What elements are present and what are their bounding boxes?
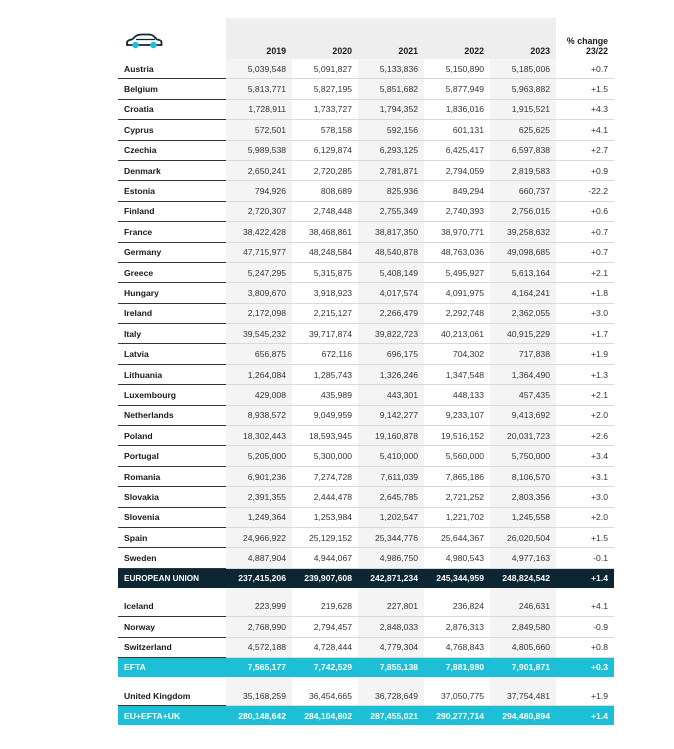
- value-cell: 25,644,367: [424, 527, 490, 547]
- value-cell: 5,560,000: [424, 446, 490, 466]
- car-registration-table: [118, 18, 614, 725]
- value-cell: 2,748,448: [292, 201, 358, 221]
- value-cell: 26,020,504: [490, 527, 556, 547]
- value-cell: 1,347,548: [424, 364, 490, 384]
- change-cell: +1.7: [556, 324, 614, 344]
- value-cell: 2,781,871: [358, 160, 424, 180]
- table-header: [118, 18, 614, 59]
- table-row: [118, 446, 614, 466]
- value-cell: 4,986,750: [358, 548, 424, 568]
- table-row: [118, 201, 614, 221]
- table-row: [118, 181, 614, 201]
- value-cell: 18,593,945: [292, 426, 358, 446]
- value-cell: 38,422,428: [226, 222, 292, 242]
- change-cell: +0.7: [556, 222, 614, 242]
- value-cell: 39,545,232: [226, 324, 292, 344]
- value-cell: 1,728,911: [226, 99, 292, 119]
- table-row: [118, 597, 614, 617]
- table-row: [118, 405, 614, 425]
- value-cell: 704,302: [424, 344, 490, 364]
- row-label: Slovakia: [118, 487, 226, 507]
- value-cell: 39,258,632: [490, 222, 556, 242]
- value-cell: 1,264,084: [226, 364, 292, 384]
- change-cell: +0.7: [556, 59, 614, 79]
- value-cell: 37,050,775: [424, 686, 490, 706]
- row-label: Latvia: [118, 344, 226, 364]
- value-cell: 3,809,670: [226, 283, 292, 303]
- value-cell: 47,715,977: [226, 242, 292, 262]
- value-cell: 825,936: [358, 181, 424, 201]
- value-cell: 9,413,692: [490, 405, 556, 425]
- table-row: [118, 426, 614, 446]
- value-cell: 40,915,229: [490, 324, 556, 344]
- value-cell: 2,720,307: [226, 201, 292, 221]
- row-label: Slovenia: [118, 507, 226, 527]
- value-cell: 2,849,580: [490, 617, 556, 637]
- value-cell: 5,039,548: [226, 59, 292, 79]
- value-cell: 2,848,033: [358, 617, 424, 637]
- value-cell: 794,926: [226, 181, 292, 201]
- value-cell: 294,480,894: [490, 706, 556, 726]
- row-label: Italy: [118, 324, 226, 344]
- change-cell: +1.9: [556, 686, 614, 706]
- value-cell: 38,468,861: [292, 222, 358, 242]
- value-cell: 1,245,558: [490, 507, 556, 527]
- value-cell: 20,031,723: [490, 426, 556, 446]
- value-cell: 7,865,186: [424, 466, 490, 486]
- value-cell: 4,017,574: [358, 283, 424, 303]
- table-row: [118, 385, 614, 405]
- value-cell: 48,540,878: [358, 242, 424, 262]
- value-cell: 35,168,259: [226, 686, 292, 706]
- value-cell: 246,631: [490, 597, 556, 617]
- year-header: 2022: [424, 18, 490, 59]
- value-cell: 4,944,067: [292, 548, 358, 568]
- row-label: United Kingdom: [118, 686, 226, 706]
- row-label: Greece: [118, 262, 226, 282]
- value-cell: 2,215,127: [292, 303, 358, 323]
- value-cell: 2,876,313: [424, 617, 490, 637]
- value-cell: 5,827,195: [292, 79, 358, 99]
- change-header: [556, 18, 614, 59]
- value-cell: 7,881,980: [424, 657, 490, 677]
- change-cell: -22.2: [556, 181, 614, 201]
- spacer-cell: [292, 677, 358, 686]
- value-cell: 5,315,875: [292, 262, 358, 282]
- value-cell: 5,247,295: [226, 262, 292, 282]
- value-cell: 5,989,538: [226, 140, 292, 160]
- value-cell: 672,116: [292, 344, 358, 364]
- value-cell: 5,133,836: [358, 59, 424, 79]
- value-cell: 5,851,682: [358, 79, 424, 99]
- value-cell: 435,989: [292, 385, 358, 405]
- table-row: [118, 548, 614, 568]
- table-row: [118, 466, 614, 486]
- value-cell: 4,728,444: [292, 637, 358, 657]
- value-cell: 290,277,714: [424, 706, 490, 726]
- row-label: Croatia: [118, 99, 226, 119]
- value-cell: 2,391,355: [226, 487, 292, 507]
- value-cell: 717,838: [490, 344, 556, 364]
- table-row: [118, 262, 614, 282]
- value-cell: 19,516,152: [424, 426, 490, 446]
- value-cell: 6,597,838: [490, 140, 556, 160]
- value-cell: 2,444,478: [292, 487, 358, 507]
- table-row: [118, 283, 614, 303]
- row-label: Sweden: [118, 548, 226, 568]
- table-row: [118, 686, 614, 706]
- value-cell: 4,805,660: [490, 637, 556, 657]
- value-cell: 48,763,036: [424, 242, 490, 262]
- value-cell: 284,104,802: [292, 706, 358, 726]
- value-cell: 1,285,743: [292, 364, 358, 384]
- table-row: [118, 59, 614, 79]
- change-cell: +2.0: [556, 507, 614, 527]
- row-label: Portugal: [118, 446, 226, 466]
- change-cell: +0.9: [556, 160, 614, 180]
- value-cell: 2,794,457: [292, 617, 358, 637]
- value-cell: 9,142,277: [358, 405, 424, 425]
- value-cell: 443,301: [358, 385, 424, 405]
- row-label: Lithuania: [118, 364, 226, 384]
- change-cell: +3.0: [556, 303, 614, 323]
- value-cell: 5,813,771: [226, 79, 292, 99]
- value-cell: 5,613,164: [490, 262, 556, 282]
- table-row: [118, 527, 614, 547]
- value-cell: 5,300,000: [292, 446, 358, 466]
- table-row: [118, 99, 614, 119]
- value-cell: 39,822,723: [358, 324, 424, 344]
- change-cell: +1.5: [556, 79, 614, 99]
- table-row: [118, 140, 614, 160]
- change-cell: -0.9: [556, 617, 614, 637]
- value-cell: 1,202,547: [358, 507, 424, 527]
- value-cell: 38,970,771: [424, 222, 490, 242]
- value-cell: 5,495,927: [424, 262, 490, 282]
- value-cell: 39,717,874: [292, 324, 358, 344]
- registration-table-container: [118, 18, 616, 725]
- table-row: [118, 120, 614, 140]
- change-cell: +2.1: [556, 262, 614, 282]
- value-cell: 18,302,443: [226, 426, 292, 446]
- value-cell: 5,410,000: [358, 446, 424, 466]
- table-row: [118, 160, 614, 180]
- spacer-cell: [226, 677, 292, 686]
- change-cell: +2.7: [556, 140, 614, 160]
- section-spacer: [118, 677, 614, 686]
- eu-total-row: [118, 568, 614, 588]
- value-cell: 625,625: [490, 120, 556, 140]
- value-cell: 8,938,572: [226, 405, 292, 425]
- value-cell: 592,156: [358, 120, 424, 140]
- row-label: Norway: [118, 617, 226, 637]
- table-row: [118, 344, 614, 364]
- row-label: France: [118, 222, 226, 242]
- value-cell: 5,185,006: [490, 59, 556, 79]
- value-cell: 38,817,350: [358, 222, 424, 242]
- change-header-line1: % change: [566, 36, 608, 46]
- value-cell: 2,721,252: [424, 487, 490, 507]
- value-cell: 808,689: [292, 181, 358, 201]
- value-cell: 660,737: [490, 181, 556, 201]
- spacer-cell: [424, 677, 490, 686]
- change-cell: +1.3: [556, 364, 614, 384]
- spacer-cell: [490, 588, 556, 597]
- value-cell: 2,362,055: [490, 303, 556, 323]
- row-label: Netherlands: [118, 405, 226, 425]
- change-cell: +4.1: [556, 120, 614, 140]
- value-cell: 236,824: [424, 597, 490, 617]
- value-cell: 2,755,349: [358, 201, 424, 221]
- row-label: Poland: [118, 426, 226, 446]
- value-cell: 280,148,642: [226, 706, 292, 726]
- table-row: [118, 222, 614, 242]
- change-header-line2: 23/22: [585, 46, 608, 56]
- change-cell: +0.8: [556, 637, 614, 657]
- value-cell: 1,221,702: [424, 507, 490, 527]
- value-cell: 1,326,246: [358, 364, 424, 384]
- value-cell: 6,293,125: [358, 140, 424, 160]
- value-cell: 5,091,827: [292, 59, 358, 79]
- value-cell: 9,233,107: [424, 405, 490, 425]
- value-cell: 5,750,000: [490, 446, 556, 466]
- value-cell: 8,106,570: [490, 466, 556, 486]
- value-cell: 2,803,356: [490, 487, 556, 507]
- value-cell: 36,454,665: [292, 686, 358, 706]
- change-cell: +2.6: [556, 426, 614, 446]
- value-cell: 5,877,949: [424, 79, 490, 99]
- table-row: [118, 637, 614, 657]
- table-row: [118, 79, 614, 99]
- row-label: Denmark: [118, 160, 226, 180]
- value-cell: 4,572,188: [226, 637, 292, 657]
- section-spacer: [118, 588, 614, 597]
- value-cell: 4,980,543: [424, 548, 490, 568]
- change-cell: +1.9: [556, 344, 614, 364]
- value-cell: 2,756,015: [490, 201, 556, 221]
- value-cell: 37,754,481: [490, 686, 556, 706]
- change-cell: +3.4: [556, 446, 614, 466]
- change-cell: +2.1: [556, 385, 614, 405]
- table-row: [118, 487, 614, 507]
- value-cell: 2,172,098: [226, 303, 292, 323]
- value-cell: 849,294: [424, 181, 490, 201]
- spacer-cell: [358, 677, 424, 686]
- value-cell: 248,824,542: [490, 568, 556, 588]
- value-cell: 2,794,059: [424, 160, 490, 180]
- value-cell: 6,425,417: [424, 140, 490, 160]
- change-cell: +4.1: [556, 597, 614, 617]
- value-cell: 25,129,152: [292, 527, 358, 547]
- value-cell: 6,901,236: [226, 466, 292, 486]
- car-icon: [124, 31, 164, 51]
- value-cell: 429,008: [226, 385, 292, 405]
- row-label: Ireland: [118, 303, 226, 323]
- row-label: Finland: [118, 201, 226, 221]
- change-cell: +2.0: [556, 405, 614, 425]
- row-label: EU+EFTA+UK: [118, 706, 226, 726]
- table-row: [118, 324, 614, 344]
- value-cell: 6,129,874: [292, 140, 358, 160]
- value-cell: 1,253,984: [292, 507, 358, 527]
- logo-cell: [118, 18, 226, 59]
- value-cell: 5,408,149: [358, 262, 424, 282]
- value-cell: 40,213,061: [424, 324, 490, 344]
- value-cell: 239,907,608: [292, 568, 358, 588]
- spacer-cell: [226, 588, 292, 597]
- value-cell: 5,205,000: [226, 446, 292, 466]
- change-cell: +0.7: [556, 242, 614, 262]
- spacer-cell: [118, 677, 226, 686]
- change-cell: +1.4: [556, 568, 614, 588]
- spacer-cell: [556, 588, 614, 597]
- change-cell: +3.0: [556, 487, 614, 507]
- row-label: Germany: [118, 242, 226, 262]
- value-cell: 4,768,843: [424, 637, 490, 657]
- value-cell: 237,415,206: [226, 568, 292, 588]
- value-cell: 7,855,138: [358, 657, 424, 677]
- change-cell: +1.4: [556, 706, 614, 726]
- year-header: 2023: [490, 18, 556, 59]
- value-cell: 2,720,285: [292, 160, 358, 180]
- value-cell: 448,133: [424, 385, 490, 405]
- row-label: EFTA: [118, 657, 226, 677]
- value-cell: 36,728,649: [358, 686, 424, 706]
- value-cell: 49,098,685: [490, 242, 556, 262]
- table-row: [118, 617, 614, 637]
- value-cell: 9,049,959: [292, 405, 358, 425]
- row-label: EUROPEAN UNION: [118, 568, 226, 588]
- value-cell: 578,158: [292, 120, 358, 140]
- year-header: 2020: [292, 18, 358, 59]
- table-row: [118, 242, 614, 262]
- table-body: [118, 59, 614, 725]
- spacer-cell: [118, 588, 226, 597]
- value-cell: 2,819,583: [490, 160, 556, 180]
- year-header: 2019: [226, 18, 292, 59]
- value-cell: 4,091,975: [424, 283, 490, 303]
- row-label: Czechia: [118, 140, 226, 160]
- value-cell: 227,801: [358, 597, 424, 617]
- efta-total-row: [118, 657, 614, 677]
- value-cell: 7,742,529: [292, 657, 358, 677]
- value-cell: 2,645,785: [358, 487, 424, 507]
- row-label: Hungary: [118, 283, 226, 303]
- value-cell: 7,274,728: [292, 466, 358, 486]
- value-cell: 696,175: [358, 344, 424, 364]
- value-cell: 4,887,904: [226, 548, 292, 568]
- value-cell: 3,918,923: [292, 283, 358, 303]
- row-label: Austria: [118, 59, 226, 79]
- change-cell: +3.1: [556, 466, 614, 486]
- value-cell: 2,292,748: [424, 303, 490, 323]
- value-cell: 24,966,922: [226, 527, 292, 547]
- spacer-cell: [292, 588, 358, 597]
- change-cell: +4.3: [556, 99, 614, 119]
- spacer-cell: [424, 588, 490, 597]
- value-cell: 1,915,521: [490, 99, 556, 119]
- value-cell: 242,871,234: [358, 568, 424, 588]
- value-cell: 25,344,776: [358, 527, 424, 547]
- value-cell: 656,875: [226, 344, 292, 364]
- value-cell: 4,977,163: [490, 548, 556, 568]
- value-cell: 7,901,871: [490, 657, 556, 677]
- value-cell: 5,150,890: [424, 59, 490, 79]
- row-label: Iceland: [118, 597, 226, 617]
- change-cell: +1.8: [556, 283, 614, 303]
- value-cell: 7,565,177: [226, 657, 292, 677]
- value-cell: 1,364,490: [490, 364, 556, 384]
- value-cell: 223,999: [226, 597, 292, 617]
- value-cell: 2,650,241: [226, 160, 292, 180]
- value-cell: 219,628: [292, 597, 358, 617]
- value-cell: 1,836,016: [424, 99, 490, 119]
- value-cell: 2,266,479: [358, 303, 424, 323]
- table-row: [118, 303, 614, 323]
- value-cell: 19,160,878: [358, 426, 424, 446]
- value-cell: 48,248,584: [292, 242, 358, 262]
- change-cell: +0.6: [556, 201, 614, 221]
- table-row: [118, 507, 614, 527]
- value-cell: 601,131: [424, 120, 490, 140]
- value-cell: 4,164,241: [490, 283, 556, 303]
- value-cell: 572,501: [226, 120, 292, 140]
- row-label: Belgium: [118, 79, 226, 99]
- value-cell: 457,435: [490, 385, 556, 405]
- spacer-cell: [490, 677, 556, 686]
- value-cell: 245,344,959: [424, 568, 490, 588]
- value-cell: 4,779,304: [358, 637, 424, 657]
- change-cell: +0.3: [556, 657, 614, 677]
- row-label: Cyprus: [118, 120, 226, 140]
- value-cell: 1,794,352: [358, 99, 424, 119]
- change-cell: -0.1: [556, 548, 614, 568]
- row-label: Switzerland: [118, 637, 226, 657]
- value-cell: 287,455,021: [358, 706, 424, 726]
- spacer-cell: [358, 588, 424, 597]
- grand-total-row: [118, 706, 614, 726]
- row-label: Romania: [118, 466, 226, 486]
- table-row: [118, 364, 614, 384]
- row-label: Luxembourg: [118, 385, 226, 405]
- year-header: 2021: [358, 18, 424, 59]
- spacer-cell: [556, 677, 614, 686]
- value-cell: 5,963,882: [490, 79, 556, 99]
- row-label: Estonia: [118, 181, 226, 201]
- change-cell: +1.5: [556, 527, 614, 547]
- value-cell: 2,740,393: [424, 201, 490, 221]
- value-cell: 1,249,364: [226, 507, 292, 527]
- value-cell: 2,768,990: [226, 617, 292, 637]
- row-label: Spain: [118, 527, 226, 547]
- value-cell: 1,733,727: [292, 99, 358, 119]
- value-cell: 7,611,039: [358, 466, 424, 486]
